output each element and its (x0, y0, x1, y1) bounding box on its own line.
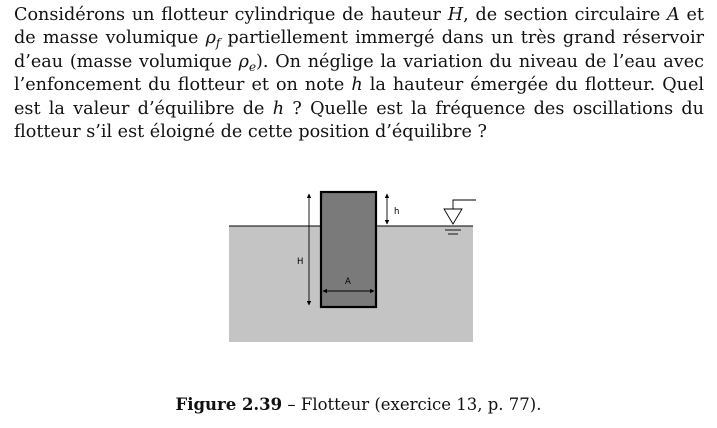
text-segment: est la valeur d’équilibre de (14, 98, 273, 119)
problem-line-3 (14, 51, 704, 74)
variable-h: h (272, 98, 285, 119)
floater-body (321, 192, 376, 307)
text-segment: et (679, 5, 704, 25)
problem-line-6 (14, 121, 704, 144)
text-segment: , de section circulaire (463, 5, 668, 25)
text-segment: l’enfoncement du flotteur et on note (14, 75, 352, 96)
problem-line-2 (14, 27, 704, 50)
problem-line-1 (14, 4, 704, 27)
text-segment: de masse volumique (14, 28, 206, 49)
text-segment: ? Quelle est la fréquence des oscillations du (284, 98, 704, 119)
subscript-f: f (215, 36, 221, 51)
label-A: A (345, 277, 351, 287)
variable-rho: ρ (238, 51, 249, 72)
problem-line-4 (14, 74, 704, 97)
caption-text: Flotteur (exercice 13, p. 77). (300, 395, 542, 414)
text-segment: Considérons un flotteur cylindrique de hauteur (14, 5, 448, 25)
text-segment: partiellement immergé dans un très grand réservoir (220, 28, 704, 49)
label-H: H (297, 257, 304, 267)
variable-H: H (447, 5, 464, 25)
text-segment: ). On néglige la variation du niveau de l’eau avec (256, 51, 704, 72)
text-segment: d’eau (masse volumique (14, 51, 239, 72)
label-h: h (394, 207, 400, 217)
variable-h: h (351, 75, 363, 96)
float-diagram (0, 180, 717, 360)
float-figure (0, 180, 717, 360)
text-segment: flotteur s’il est éloigné de cette position d’équilibre ? (14, 122, 487, 143)
text-segment: la hauteur émergée du flotteur. Quel (362, 75, 704, 96)
problem-statement (14, 4, 704, 144)
subscript-e: e (248, 59, 257, 74)
variable-rho: ρ (205, 28, 216, 49)
figure-number: Figure 2.39 (175, 395, 283, 414)
variable-A: A (667, 5, 680, 25)
caption-separator: – (282, 395, 301, 414)
problem-line-5 (14, 98, 704, 121)
figure-caption (0, 395, 717, 414)
